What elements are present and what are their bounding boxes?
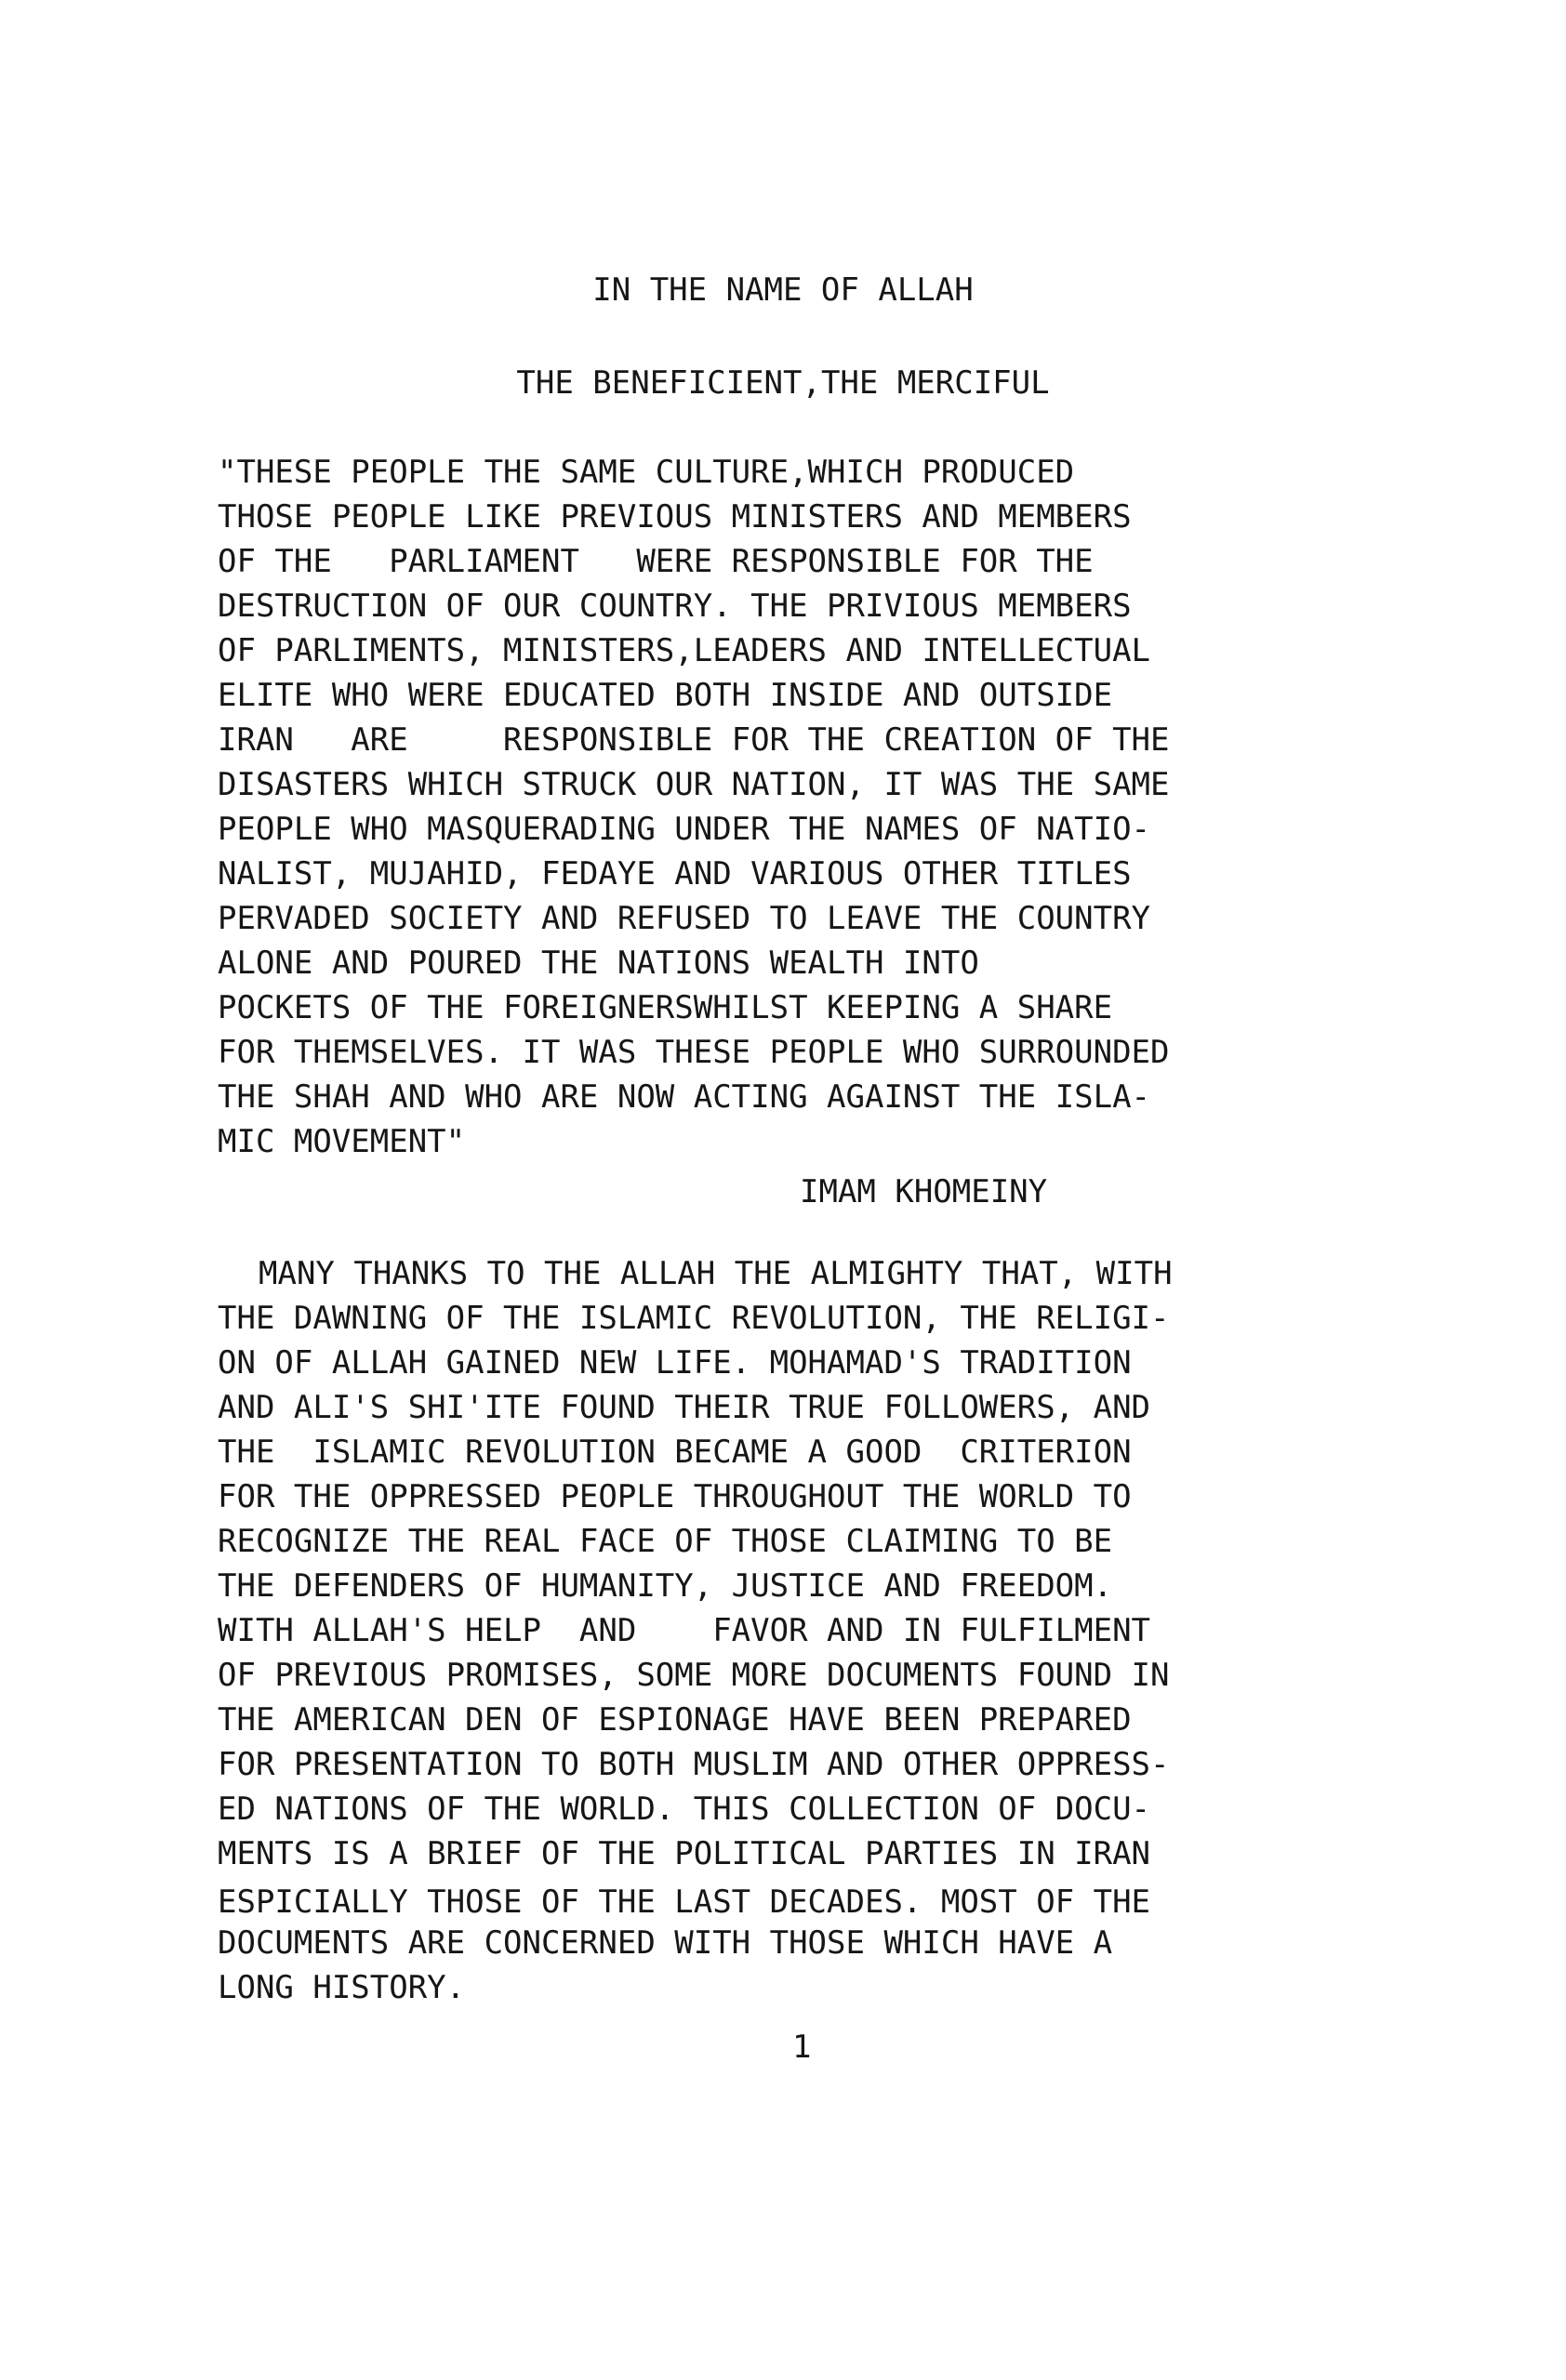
quote-line: MIC MOVEMENT" [218,1123,466,1160]
page-subtitle: THE BENEFICIENT,THE MERCIFUL [516,364,1050,402]
quote-line: FOR THEMSELVES. IT WAS THESE PEOPLE WHO SURROUNDED [218,1034,1170,1071]
quote-line: ALONE AND POURED THE NATIONS WEALTH INTO [218,945,979,982]
body-line: MANY THANKS TO THE ALLAH THE ALMIGHTY THAT, WITH [259,1255,1173,1292]
body-line: AND ALI'S SHI'ITE FOUND THEIR TRUE FOLLOWERS, AND [218,1389,1151,1426]
body-line: OF PREVIOUS PROMISES, SOME MORE DOCUMENTS FOUND IN [218,1657,1170,1694]
body-line: ON OF ALLAH GAINED NEW LIFE. MOHAMAD'S TRADITION [218,1344,1132,1382]
body-line: FOR PRESENTATION TO BOTH MUSLIM AND OTHER OPPRESS- [218,1746,1170,1783]
body-line: THE DAWNING OF THE ISLAMIC REVOLUTION, THE RELIGI- [218,1300,1170,1337]
page-title: IN THE NAME OF ALLAH [592,271,974,309]
quote-line: NALIST, MUJAHID, FEDAYE AND VARIOUS OTHER TITLES [218,855,1132,892]
body-line: MENTS IS A BRIEF OF THE POLITICAL PARTIES IN IRAN [218,1835,1151,1872]
body-line: WITH ALLAH'S HELP AND FAVOR AND IN FULFILMENT [218,1612,1151,1649]
body-line: DOCUMENTS ARE CONCERNED WITH THOSE WHICH HAVE A [218,1924,1113,1962]
quote-line: DESTRUCTION OF OUR COUNTRY. THE PRIVIOUS MEMBERS [218,588,1132,625]
quote-line: DISASTERS WHICH STRUCK OUR NATION, IT WAS THE SAME [218,766,1170,803]
quote-attribution: IMAM KHOMEINY [800,1173,1048,1210]
body-line: RECOGNIZE THE REAL FACE OF THOSE CLAIMING TO BE [218,1523,1113,1560]
body-line: ESPICIALLY THOSE OF THE LAST DECADES. MOST OF THE [218,1884,1151,1921]
quote-line: ELITE WHO WERE EDUCATED BOTH INSIDE AND OUTSIDE [218,677,1113,714]
body-line: THE ISLAMIC REVOLUTION BECAME A GOOD CRITERION [218,1434,1132,1471]
quote-line: PERVADED SOCIETY AND REFUSED TO LEAVE THE COUNTRY [218,900,1151,937]
body-line: LONG HISTORY. [218,1969,466,2006]
body-line: THE DEFENDERS OF HUMANITY, JUSTICE AND FREEDOM. [218,1567,1113,1605]
quote-line: PEOPLE WHO MASQUERADING UNDER THE NAMES OF NATIO- [218,811,1151,848]
quote-line: THOSE PEOPLE LIKE PREVIOUS MINISTERS AND MEMBERS [218,498,1132,536]
quote-line: THE SHAH AND WHO ARE NOW ACTING AGAINST THE ISLA- [218,1078,1151,1116]
page-number: 1 [792,2029,812,2066]
body-line: THE AMERICAN DEN OF ESPIONAGE HAVE BEEN PREPARED [218,1701,1132,1739]
quote-line: IRAN ARE RESPONSIBLE FOR THE CREATION OF THE [218,721,1170,759]
quote-line: "THESE PEOPLE THE SAME CULTURE,WHICH PRODUCED [218,454,1075,491]
body-line: FOR THE OPPRESSED PEOPLE THROUGHOUT THE WORLD TO [218,1478,1132,1515]
body-line: ED NATIONS OF THE WORLD. THIS COLLECTION OF DOCU- [218,1791,1151,1828]
quote-line: OF THE PARLIAMENT WERE RESPONSIBLE FOR THE [218,543,1094,580]
quote-line: OF PARLIMENTS, MINISTERS,LEADERS AND INTELLECTUAL [218,632,1151,669]
quote-line: POCKETS OF THE FOREIGNERSWHILST KEEPING A SHARE [218,989,1113,1026]
